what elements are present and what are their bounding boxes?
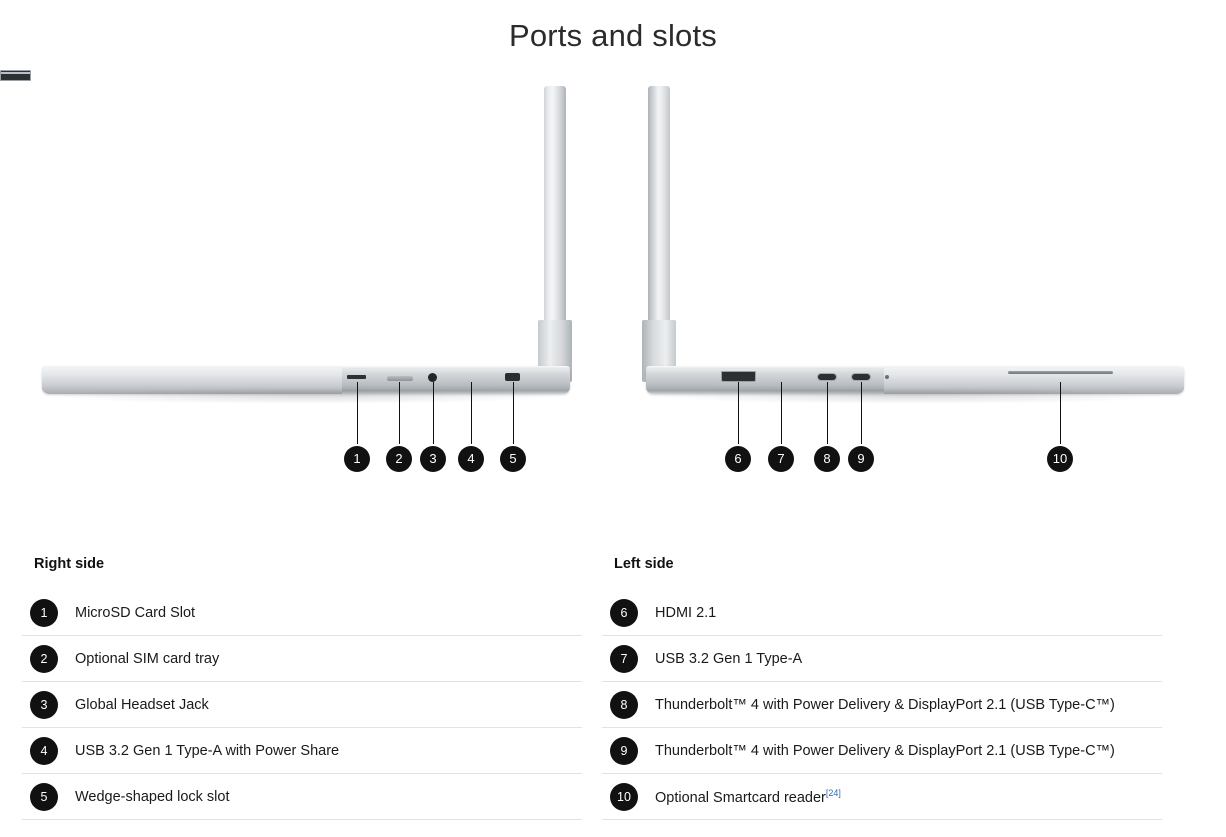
status-led-pinhole <box>885 375 889 379</box>
legend-heading-right-side: Right side <box>34 556 105 572</box>
list-item <box>602 728 1162 774</box>
list-item <box>22 682 582 728</box>
callout-leader-2 <box>399 382 400 444</box>
list-item <box>22 774 582 820</box>
callout-bubble-9: 9 <box>848 446 874 472</box>
legend-label: MicroSD Card Slot <box>75 604 196 621</box>
list-item <box>602 590 1162 636</box>
legend-number: 1 <box>30 599 58 627</box>
microsd-card-slot-port <box>347 375 366 379</box>
legend-label: Wedge-shaped lock slot <box>75 788 230 805</box>
callout-bubble-1: 1 <box>344 446 370 472</box>
legend-label: Optional Smartcard reader <box>655 789 826 806</box>
legend-label: HDMI 2.1 <box>655 604 717 621</box>
legend-label: Optional SIM card tray <box>75 650 220 667</box>
callout-bubble-3: 3 <box>420 446 446 472</box>
legend-number: 3 <box>30 691 58 719</box>
callout-bubble-5: 5 <box>500 446 526 472</box>
sim-card-tray-port <box>387 376 413 381</box>
legend-number: 4 <box>30 737 58 765</box>
callout-bubble-7: 7 <box>768 446 794 472</box>
callout-leader-6 <box>738 382 739 444</box>
usb-insert-bar <box>1 72 30 74</box>
smartcard-reader-slot <box>1008 371 1113 374</box>
callout-leader-1 <box>357 382 358 444</box>
legend-heading-left-side: Left side <box>614 556 674 572</box>
thunderbolt-usb-c-port-2 <box>851 373 871 381</box>
callout-leader-8 <box>827 382 828 444</box>
callout-bubble-6: 6 <box>725 446 751 472</box>
callout-bubble-4: 4 <box>458 446 484 472</box>
legend-label: USB 3.2 Gen 1 Type-A <box>655 650 803 667</box>
callout-leader-7 <box>781 382 782 444</box>
callout-leader-9 <box>861 382 862 444</box>
legend-right-side <box>22 556 582 820</box>
chassis-shadow-right-view <box>44 388 564 404</box>
list-item <box>22 636 582 682</box>
callout-bubble-8: 8 <box>814 446 840 472</box>
legend-number: 6 <box>610 599 638 627</box>
callout-leader-4 <box>471 382 472 444</box>
ports-illustration <box>0 70 1226 500</box>
legend-label: USB 3.2 Gen 1 Type-A with Power Share <box>75 742 340 759</box>
list-item <box>22 728 582 774</box>
usb-type-a-port <box>0 70 31 81</box>
page-title: Ports and slots <box>508 18 718 53</box>
legend-label: Thunderbolt™ 4 with Power Delivery & DisplayPort 2.1 (USB Type-C™) <box>655 742 1115 759</box>
hdmi-port <box>721 371 756 382</box>
callout-leader-5 <box>513 382 514 444</box>
list-item <box>22 590 582 636</box>
list-item <box>602 682 1162 728</box>
list-item <box>602 774 1162 820</box>
list-item <box>602 636 1162 682</box>
callout-leader-3 <box>433 382 434 444</box>
laptop-left-side-view <box>0 70 31 81</box>
legend-number: 2 <box>30 645 58 673</box>
footnote-reference[interactable]: [24] <box>825 787 841 798</box>
legend-label: Global Headset Jack <box>75 696 209 713</box>
legend-label-with-note <box>655 788 841 806</box>
legend-left-side <box>602 556 1162 820</box>
legend-label: Thunderbolt™ 4 with Power Delivery & DisplayPort 2.1 (USB Type-C™) <box>655 696 1115 713</box>
legend-number: 9 <box>610 737 638 765</box>
headset-jack-port <box>428 373 437 382</box>
callout-bubble-10: 10 <box>1047 446 1073 472</box>
legend-number: 5 <box>30 783 58 811</box>
thunderbolt-usb-c-port-1 <box>817 373 837 381</box>
legend-number: 7 <box>610 645 638 673</box>
legend-number: 8 <box>610 691 638 719</box>
callout-bubble-2: 2 <box>386 446 412 472</box>
callout-leader-10 <box>1060 382 1061 444</box>
chassis-shadow-left-view <box>648 388 1178 404</box>
legend-number: 10 <box>610 783 638 811</box>
wedge-lock-slot-port <box>505 373 520 381</box>
